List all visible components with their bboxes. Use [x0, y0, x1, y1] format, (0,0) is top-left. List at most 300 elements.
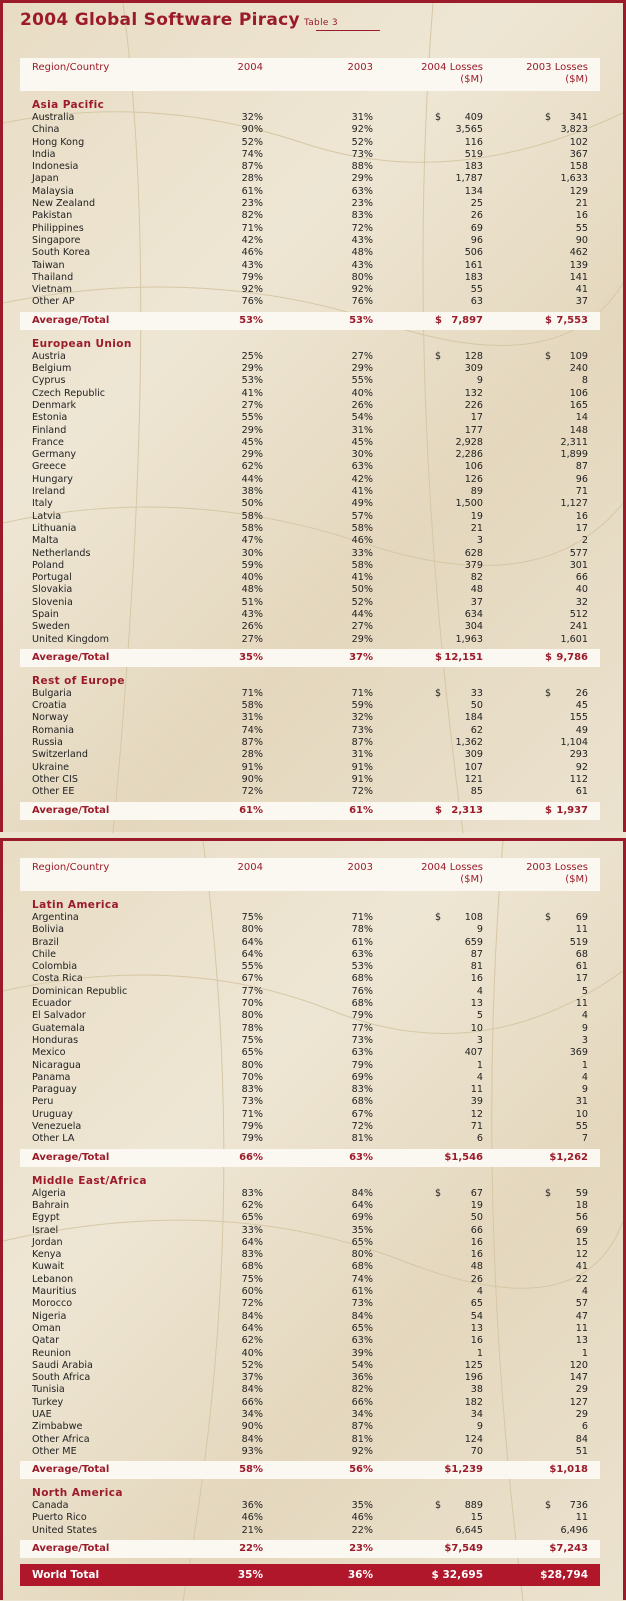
- piracy-rate-2004: 46%: [241, 1512, 263, 1524]
- piracy-rate-2003: 91%: [351, 761, 373, 773]
- piracy-rate-2004: 58%: [241, 522, 263, 534]
- losses-2003: [495, 284, 600, 296]
- losses-2003-value: 9: [581, 1084, 588, 1096]
- losses-2003-value: 1: [581, 1059, 588, 1071]
- country-name: France: [32, 436, 64, 448]
- losses-2003: [495, 173, 600, 185]
- piracy-rate-2003: 71%: [351, 687, 373, 699]
- country-name: Canada: [32, 1500, 69, 1512]
- losses-2004-value: 121: [464, 773, 483, 785]
- losses-2004: [385, 1060, 495, 1072]
- losses-2003: [495, 712, 600, 724]
- table-row: [20, 762, 600, 774]
- losses-2004-value: 128: [464, 350, 483, 362]
- losses-2003-value: 120: [569, 1359, 588, 1371]
- piracy-rate-2003: 29%: [351, 363, 373, 375]
- losses-2004: [385, 498, 495, 510]
- losses-2004-value: 1: [476, 1347, 483, 1359]
- piracy-rate-2003: 72%: [351, 1121, 373, 1133]
- piracy-rate-2003: 72%: [351, 222, 373, 234]
- losses-2003: [495, 1035, 600, 1047]
- losses-2004: [385, 1298, 495, 1310]
- losses-2004-dollar: $: [435, 112, 442, 123]
- losses-2004-dollar: $: [435, 912, 442, 923]
- piracy-rate-2003: 29%: [351, 633, 373, 645]
- losses-2003-dollar: $: [545, 1187, 552, 1199]
- losses-2004: [385, 1121, 495, 1133]
- table-row: [20, 700, 600, 712]
- losses-2004-value: 55: [470, 284, 483, 296]
- piracy-rate-2004: 75%: [241, 912, 263, 923]
- losses-2003-value: 512: [569, 608, 588, 620]
- losses-2004-value: 17: [470, 412, 483, 424]
- country-name: Panama: [32, 1071, 71, 1083]
- country-name: Philippines: [32, 222, 84, 234]
- piracy-rate-2004: 59%: [241, 559, 263, 571]
- losses-2004: [385, 725, 495, 737]
- losses-2003-value: 129: [569, 185, 588, 197]
- table-row: [20, 1121, 600, 1133]
- table-row: [20, 973, 600, 985]
- piracy-rate-2003: 23%: [351, 198, 373, 210]
- piracy-rate-2003: 68%: [351, 1096, 373, 1108]
- piracy-rate-2003: 29%: [351, 173, 373, 185]
- world-total-loss-2004: $ 32,695: [431, 1569, 483, 1581]
- total-losses-2004-dollar: $: [435, 314, 442, 326]
- losses-2003: [495, 1372, 600, 1384]
- piracy-rate-2003: 35%: [351, 1500, 373, 1512]
- piracy-rate-2004: 36%: [241, 1500, 263, 1512]
- losses-2003-value: 13: [575, 1335, 588, 1347]
- losses-2004-value: 65: [470, 1298, 483, 1310]
- total-rate-2003: 63%: [349, 1151, 373, 1163]
- losses-2004: [385, 210, 495, 222]
- total-rate-2003: 23%: [349, 1543, 373, 1555]
- piracy-rate-2004: 28%: [241, 749, 263, 761]
- piracy-rate-2003: 79%: [351, 1059, 373, 1071]
- country-name: Romania: [32, 724, 74, 736]
- country-name: Lithuania: [32, 522, 77, 534]
- country-name: Venezuela: [32, 1121, 82, 1133]
- table-row: [20, 284, 600, 296]
- losses-2003-value: 59: [575, 1187, 588, 1199]
- losses-2004: [385, 1512, 495, 1524]
- table-row: [20, 1200, 600, 1212]
- losses-2003: [495, 1500, 600, 1512]
- losses-2003-value: 3,823: [560, 124, 588, 136]
- table-row: [20, 272, 600, 284]
- losses-2004-value: 116: [464, 136, 483, 148]
- losses-2004: [385, 786, 495, 798]
- table-row: [20, 1060, 600, 1072]
- table-row: [20, 1023, 600, 1035]
- losses-2004-value: 183: [464, 271, 483, 283]
- piracy-rate-2003: 84%: [351, 1187, 373, 1199]
- losses-2003: [495, 1225, 600, 1237]
- losses-2003: [495, 1212, 600, 1224]
- losses-2004-value: 39: [470, 1096, 483, 1108]
- total-rate-2004: 58%: [239, 1464, 263, 1476]
- table-row: [20, 412, 600, 424]
- losses-2004: [385, 774, 495, 786]
- losses-2004-value: 304: [464, 621, 483, 633]
- losses-2004: [385, 937, 495, 949]
- piracy-rate-2004: 84%: [241, 1310, 263, 1322]
- piracy-rate-2004: 37%: [241, 1372, 263, 1384]
- losses-2004-value: 2,928: [455, 436, 483, 448]
- losses-2003-value: 127: [569, 1396, 588, 1408]
- header-2004: 2004: [237, 862, 263, 873]
- losses-2003-value: 519: [569, 936, 588, 948]
- table-row: [20, 1525, 600, 1537]
- losses-2003-value: 45: [575, 700, 588, 712]
- losses-2003-value: 11: [575, 1512, 588, 1524]
- losses-2004: [385, 762, 495, 774]
- total-losses-2004: [385, 802, 495, 820]
- piracy-rate-2003: 92%: [351, 124, 373, 136]
- piracy-rate-2004: 58%: [241, 700, 263, 712]
- losses-2003-value: 69: [575, 912, 588, 923]
- losses-2003-value: 367: [569, 148, 588, 160]
- table-row: [20, 1035, 600, 1047]
- losses-2004: [385, 247, 495, 259]
- header-losses-2003-line1: 2003 Losses: [526, 862, 588, 873]
- losses-2004-value: 183: [464, 161, 483, 173]
- losses-2003-value: 51: [575, 1445, 588, 1457]
- losses-2004-value: 13: [470, 998, 483, 1010]
- table-row: [20, 149, 600, 161]
- piracy-rate-2004: 75%: [241, 1034, 263, 1046]
- losses-2003: [495, 1323, 600, 1335]
- losses-2004: [385, 235, 495, 247]
- losses-2004-value: 108: [464, 912, 483, 923]
- piracy-rate-2003: 63%: [351, 185, 373, 197]
- total-rate-2004: 61%: [239, 804, 263, 816]
- piracy-rate-2004: 40%: [241, 572, 263, 584]
- section-title: Middle East/Africa: [32, 1174, 147, 1187]
- losses-2003: [495, 112, 600, 124]
- piracy-rate-2003: 41%: [351, 486, 373, 498]
- country-name: UAE: [32, 1408, 52, 1420]
- losses-2004-value: 106: [464, 461, 483, 473]
- losses-2003-value: 2,311: [560, 436, 588, 448]
- losses-2003-value: 2: [581, 535, 588, 547]
- section-title: European Union: [32, 337, 132, 350]
- country-name: Cyprus: [32, 375, 66, 387]
- country-name: Nigeria: [32, 1310, 67, 1322]
- table-row: [20, 725, 600, 737]
- piracy-rate-2004: 79%: [241, 271, 263, 283]
- losses-2004: [385, 1188, 495, 1200]
- total-losses-2004-value: $1,239: [444, 1464, 483, 1476]
- table-row: [20, 560, 600, 572]
- losses-2003: [495, 634, 600, 646]
- piracy-rate-2003: 92%: [351, 1445, 373, 1457]
- losses-2003: [495, 737, 600, 749]
- losses-2003: [495, 486, 600, 498]
- losses-2004-value: 89: [470, 486, 483, 498]
- piracy-rate-2003: 26%: [351, 399, 373, 411]
- country-name: South Korea: [32, 247, 91, 259]
- table-row: [20, 1397, 600, 1409]
- table-row: [20, 511, 600, 523]
- header-losses-2004-line1: 2004 Losses: [421, 862, 483, 873]
- losses-2004: [385, 609, 495, 621]
- losses-2004-value: 54: [470, 1310, 483, 1322]
- losses-2003-value: 102: [569, 136, 588, 148]
- average-total-row: [20, 312, 600, 330]
- country-name: United Kingdom: [32, 633, 110, 645]
- piracy-rate-2004: 72%: [241, 1298, 263, 1310]
- piracy-rate-2003: 73%: [351, 1298, 373, 1310]
- country-name: Pakistan: [32, 210, 73, 222]
- losses-2004: [385, 400, 495, 412]
- piracy-rate-2003: 64%: [351, 1199, 373, 1211]
- losses-2003-value: 12: [575, 1249, 588, 1261]
- losses-2004-value: 34: [470, 1408, 483, 1420]
- header-losses-2004-line2: ($M): [460, 874, 483, 886]
- total-rate-2004: 35%: [239, 651, 263, 663]
- piracy-rate-2004: 53%: [241, 375, 263, 387]
- losses-2003: [495, 149, 600, 161]
- header-losses-2003-line2: ($M): [565, 874, 588, 886]
- losses-2003: [495, 762, 600, 774]
- total-losses-2003-value: 1,937: [556, 804, 588, 816]
- total-losses-2004: [385, 1540, 495, 1558]
- losses-2003-value: 56: [575, 1212, 588, 1224]
- losses-2003: [495, 235, 600, 247]
- country-name: Australia: [32, 112, 75, 123]
- piracy-rate-2003: 49%: [351, 498, 373, 510]
- losses-2004: [385, 1397, 495, 1409]
- piracy-rate-2003: 35%: [351, 1224, 373, 1236]
- piracy-rate-2003: 61%: [351, 936, 373, 948]
- total-losses-2003-value: 7,553: [556, 314, 588, 326]
- losses-2003-value: 41: [575, 1261, 588, 1273]
- total-losses-2003: [495, 1461, 600, 1479]
- piracy-rate-2004: 87%: [241, 737, 263, 749]
- piracy-rate-2003: 52%: [351, 136, 373, 148]
- table-row: [20, 173, 600, 185]
- losses-2004: [385, 1360, 495, 1372]
- losses-2003: [495, 1121, 600, 1133]
- piracy-rate-2003: 63%: [351, 948, 373, 960]
- table-row: [20, 425, 600, 437]
- piracy-rate-2003: 63%: [351, 461, 373, 473]
- country-name: Hong Kong: [32, 136, 85, 148]
- losses-2003: [495, 498, 600, 510]
- total-label: Average/Total: [32, 804, 110, 816]
- country-name: Tunisia: [32, 1384, 65, 1396]
- losses-2003: [495, 1434, 600, 1446]
- header-losses-2003-line1: 2003 Losses: [526, 62, 588, 73]
- losses-2004: [385, 584, 495, 596]
- piracy-rate-2004: 21%: [241, 1524, 263, 1536]
- losses-2004-value: 184: [464, 712, 483, 724]
- losses-2004-dollar: $: [435, 350, 442, 362]
- table-row: [20, 1421, 600, 1433]
- table-row: [20, 461, 600, 473]
- losses-2004-value: 12: [470, 1108, 483, 1120]
- country-name: Other EE: [32, 786, 75, 798]
- losses-2003: [495, 1010, 600, 1022]
- header-2003: 2003: [347, 62, 373, 73]
- losses-2004: [385, 1434, 495, 1446]
- table-row: [20, 247, 600, 259]
- losses-2004: [385, 284, 495, 296]
- piracy-rate-2004: 84%: [241, 1384, 263, 1396]
- losses-2004-value: 124: [464, 1433, 483, 1445]
- piracy-rate-2004: 42%: [241, 234, 263, 246]
- country-name: Other AP: [32, 296, 75, 308]
- country-name: Austria: [32, 350, 66, 362]
- piracy-rate-2004: 77%: [241, 985, 263, 997]
- losses-2004-value: 6,645: [455, 1524, 483, 1536]
- losses-2003: [495, 749, 600, 761]
- piracy-rate-2004: 41%: [241, 387, 263, 399]
- losses-2003: [495, 511, 600, 523]
- losses-2004-value: 1,362: [455, 737, 483, 749]
- losses-2003: [495, 1421, 600, 1433]
- piracy-rate-2004: 75%: [241, 1273, 263, 1285]
- piracy-rate-2004: 48%: [241, 584, 263, 596]
- table-row: [20, 161, 600, 173]
- losses-2004-dollar: $: [435, 687, 442, 699]
- losses-2003: [495, 1335, 600, 1347]
- table-row: [20, 1047, 600, 1059]
- total-losses-2003: [495, 649, 600, 667]
- piracy-table-part-2: [20, 858, 600, 1558]
- losses-2004: [385, 1047, 495, 1059]
- table-row: [20, 786, 600, 798]
- total-losses-2004-dollar: $: [435, 804, 442, 816]
- losses-2003-value: 158: [569, 161, 588, 173]
- piracy-rate-2003: 43%: [351, 259, 373, 271]
- table-row: [20, 597, 600, 609]
- country-name: Other LA: [32, 1133, 75, 1145]
- country-name: Qatar: [32, 1335, 60, 1347]
- losses-2004: [385, 548, 495, 560]
- losses-2003-value: 109: [569, 350, 588, 362]
- losses-2004: [385, 1348, 495, 1360]
- country-name: Other Africa: [32, 1433, 90, 1445]
- country-name: Ireland: [32, 486, 66, 498]
- losses-2003: [495, 924, 600, 936]
- losses-2004-value: 62: [470, 724, 483, 736]
- section-title: Latin America: [32, 899, 120, 911]
- losses-2003: [495, 474, 600, 486]
- losses-2004-value: 196: [464, 1372, 483, 1384]
- table-row: [20, 621, 600, 633]
- country-name: Dominican Republic: [32, 985, 128, 997]
- piracy-rate-2004: 55%: [241, 412, 263, 424]
- piracy-rate-2004: 80%: [241, 1059, 263, 1071]
- losses-2004-value: 3: [476, 1034, 483, 1046]
- losses-2004: [385, 1372, 495, 1384]
- losses-2004-value: 134: [464, 185, 483, 197]
- losses-2003-value: 6,496: [560, 1524, 588, 1536]
- piracy-rate-2003: 80%: [351, 1249, 373, 1261]
- losses-2003: [495, 124, 600, 136]
- country-name: Chile: [32, 948, 57, 960]
- losses-2004-value: 107: [464, 761, 483, 773]
- header-losses-2003: [495, 862, 600, 891]
- piracy-rate-2004: 61%: [241, 185, 263, 197]
- losses-2003-value: 11: [575, 1322, 588, 1334]
- country-name: Zimbabwe: [32, 1421, 83, 1433]
- piracy-rate-2003: 36%: [351, 1372, 373, 1384]
- losses-2004-value: 1,963: [455, 633, 483, 645]
- average-total-row: [20, 649, 600, 667]
- header-2003: 2003: [347, 862, 373, 873]
- piracy-rate-2004: 90%: [241, 1421, 263, 1433]
- piracy-rate-2003: 83%: [351, 1084, 373, 1096]
- piracy-rate-2003: 61%: [351, 1286, 373, 1298]
- losses-2004-dollar: $: [435, 1187, 442, 1199]
- losses-2003-value: 55: [575, 222, 588, 234]
- losses-2004: [385, 137, 495, 149]
- losses-2003-value: 31: [575, 1096, 588, 1108]
- losses-2004: [385, 511, 495, 523]
- losses-2003-value: 106: [569, 387, 588, 399]
- piracy-rate-2003: 58%: [351, 559, 373, 571]
- losses-2004: [385, 296, 495, 308]
- losses-2004-value: 21: [470, 522, 483, 534]
- table-row: [20, 437, 600, 449]
- losses-2003-value: 84: [575, 1433, 588, 1445]
- piracy-rate-2004: 23%: [241, 198, 263, 210]
- country-name: Jordan: [32, 1236, 63, 1248]
- table-row: [20, 449, 600, 461]
- piracy-rate-2004: 74%: [241, 148, 263, 160]
- losses-2004: [385, 1384, 495, 1396]
- country-name: Guatemala: [32, 1022, 85, 1034]
- losses-2003: [495, 688, 600, 700]
- piracy-rate-2003: 63%: [351, 1335, 373, 1347]
- losses-2003: [495, 1397, 600, 1409]
- losses-2004-value: 82: [470, 572, 483, 584]
- table-row: [20, 260, 600, 272]
- world-total-2003: 36%: [347, 1569, 373, 1581]
- piracy-rate-2003: 53%: [351, 961, 373, 973]
- losses-2003: [495, 260, 600, 272]
- table-row: [20, 1261, 600, 1273]
- losses-2003: [495, 1525, 600, 1537]
- table-row: [20, 1286, 600, 1298]
- piracy-rate-2004: 80%: [241, 924, 263, 936]
- losses-2003: [495, 560, 600, 572]
- losses-2003-value: 66: [575, 572, 588, 584]
- losses-2004: [385, 1446, 495, 1458]
- losses-2003-value: 3: [581, 1034, 588, 1046]
- piracy-rate-2004: 91%: [241, 761, 263, 773]
- losses-2003-value: 1,127: [560, 498, 588, 510]
- country-name: Other ME: [32, 1445, 77, 1457]
- country-name: Bahrain: [32, 1199, 70, 1211]
- piracy-rate-2003: 92%: [351, 284, 373, 296]
- piracy-rate-2004: 71%: [241, 687, 263, 699]
- piracy-rate-2003: 73%: [351, 724, 373, 736]
- country-name: Other CIS: [32, 773, 78, 785]
- country-name: Slovenia: [32, 596, 73, 608]
- losses-2004-value: 9: [476, 1421, 483, 1433]
- losses-2004: [385, 1225, 495, 1237]
- losses-2004: [385, 1249, 495, 1261]
- losses-2003: [495, 223, 600, 235]
- losses-2003-value: 1,601: [560, 633, 588, 645]
- piracy-rate-2004: 34%: [241, 1408, 263, 1420]
- losses-2004: [385, 712, 495, 724]
